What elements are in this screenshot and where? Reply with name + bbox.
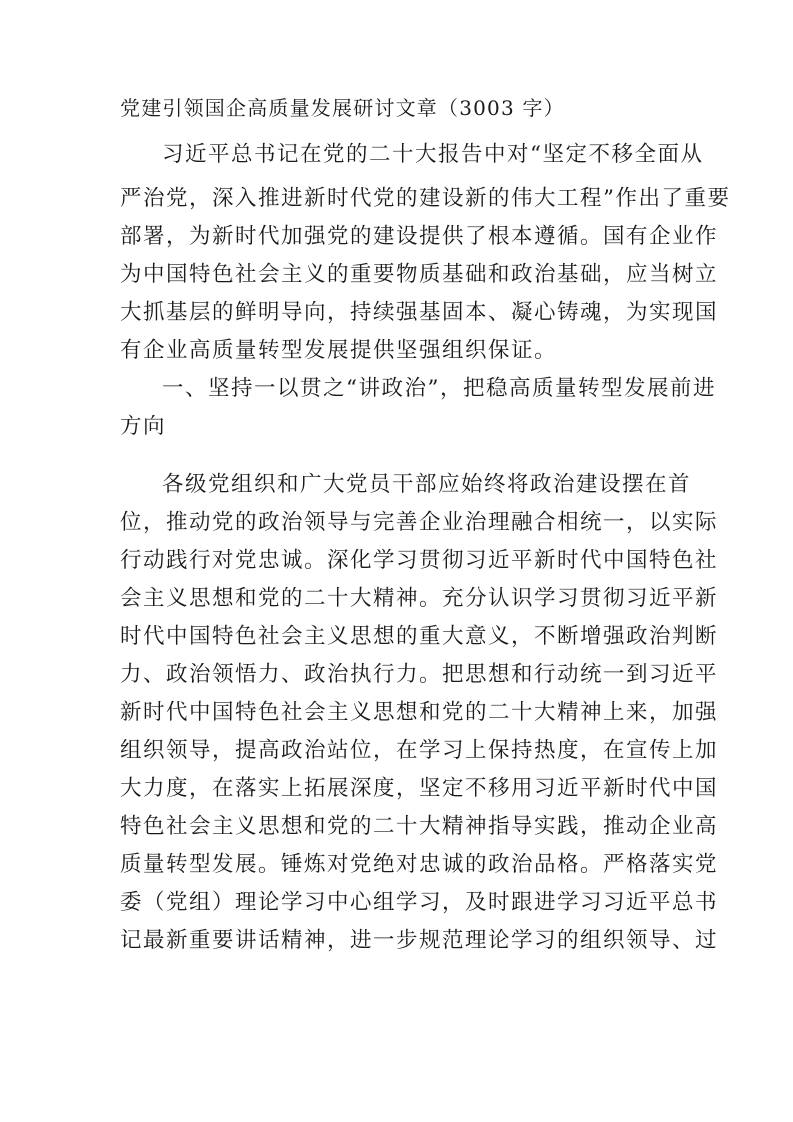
document-title: 党建引领国企高质量发展研讨文章（3003 字）: [120, 96, 565, 120]
paragraph-line: 行动践行对党忠诚。深化学习贯彻习近平新时代中国特色社: [120, 548, 719, 573]
paragraph-line: 各级党组织和广大党员干部应始终将政治建设摆在首: [162, 472, 692, 497]
paragraph-line: 力、政治领悟力、政治执行力。把思想和行动统一到习近平: [120, 662, 719, 687]
paragraph-line: 记最新重要讲话精神，进一步规范理论学习的组织领导、过: [120, 928, 719, 953]
paragraph-line: 习近平总书记在党的二十大报告中对“坚定不移全面从: [162, 142, 704, 167]
paragraph-line: 特色社会主义思想和党的二十大精神指导实践，推动企业高: [120, 814, 719, 839]
paragraph-line: 有企业高质量转型发展提供坚强组织保证。: [120, 338, 558, 363]
paragraph-line: 新时代中国特色社会主义思想和党的二十大精神上来，加强: [120, 700, 719, 725]
section-heading-line: 一、坚持一以贯之“讲政治”，把稳高质量转型发展前进: [162, 376, 716, 401]
paragraph-line: 大力度，在落实上拓展深度，坚定不移用习近平新时代中国: [120, 776, 719, 801]
paragraph-line: 委（党组）理论学习中心组学习，及时跟进学习习近平总书: [120, 890, 719, 915]
paragraph-line: 会主义思想和党的二十大精神。充分认识学习贯彻习近平新: [120, 586, 719, 611]
paragraph-line: 为中国特色社会主义的重要物质基础和政治基础，应当树立: [120, 262, 719, 287]
paragraph-line: 大抓基层的鲜明导向，持续强基固本、凝心铸魂，为实现国: [120, 300, 719, 325]
paragraph-line: 组织领导，提高政治站位，在学习上保持热度，在宣传上加: [120, 738, 719, 763]
paragraph-line: 时代中国特色社会主义思想的重大意义，不断增强政治判断: [120, 624, 719, 649]
paragraph-line: 严治党，深入推进新时代党的建设新的伟大工程”作出了重要: [120, 186, 731, 211]
paragraph-line: 质量转型发展。锤炼对党绝对忠诚的政治品格。严格落实党: [120, 852, 719, 877]
section-heading-line: 方向: [120, 414, 167, 439]
paragraph-line: 位，推动党的政治领导与完善企业治理融合相统一，以实际: [120, 510, 719, 535]
paragraph-line: 部署，为新时代加强党的建设提供了根本遵循。国有企业作: [120, 224, 719, 249]
